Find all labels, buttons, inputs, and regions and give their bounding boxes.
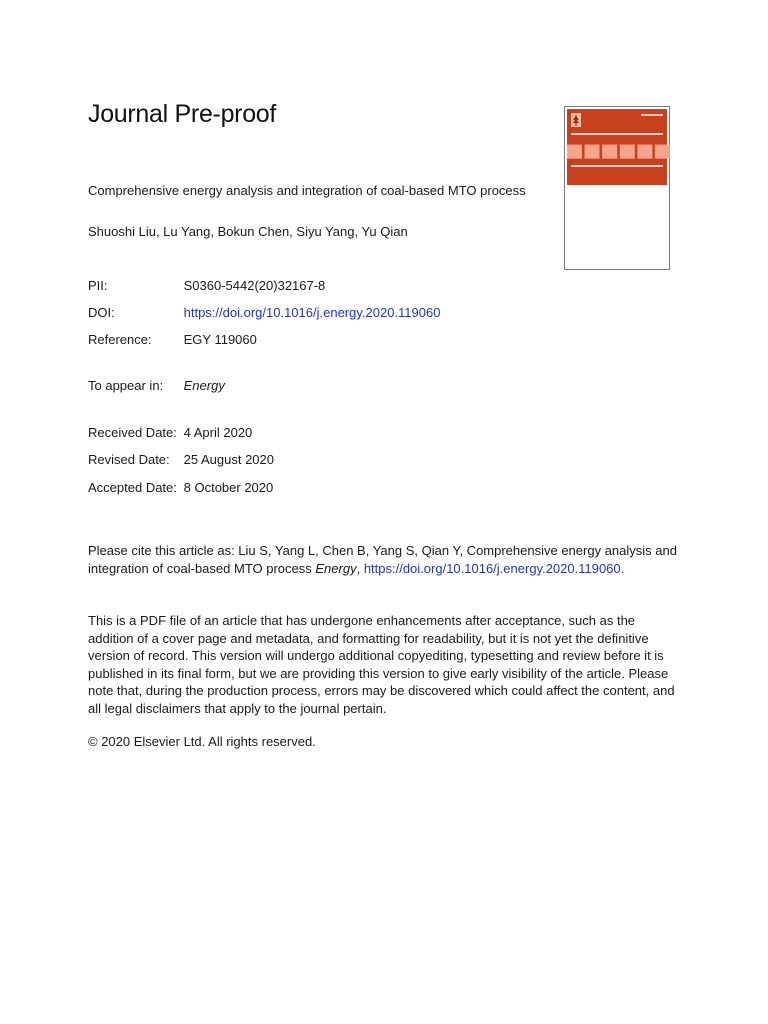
revised-date-label: Revised Date: bbox=[88, 452, 170, 467]
elsevier-tree-icon bbox=[571, 113, 581, 127]
journal-cover-thumbnail bbox=[564, 106, 673, 270]
cover-top-rule bbox=[641, 114, 663, 116]
journal-name: Energy bbox=[183, 378, 225, 393]
revised-date-value: 25 August 2020 bbox=[183, 452, 274, 467]
cover-strip bbox=[571, 133, 663, 135]
pii-label: PII: bbox=[88, 278, 108, 293]
reference-row bbox=[88, 332, 257, 347]
citation-doi-link[interactable]: https://doi.org/10.1016/j.energy.2020.119060 bbox=[363, 561, 621, 576]
accepted-date-label: Accepted Date: bbox=[88, 480, 177, 495]
doi-link[interactable]: https://doi.org/10.1016/j.energy.2020.119060 bbox=[183, 305, 441, 320]
received-date-label: Received Date: bbox=[88, 425, 177, 440]
appear-in-row bbox=[88, 378, 225, 393]
revised-date-row bbox=[88, 452, 274, 467]
citation-journal: Energy bbox=[315, 561, 357, 576]
citation-paragraph bbox=[88, 542, 678, 578]
received-date-value: 4 April 2020 bbox=[183, 425, 253, 440]
copyright-notice: © 2020 Elsevier Ltd. All rights reserved. bbox=[88, 734, 316, 749]
reference-value: EGY 119060 bbox=[183, 332, 257, 347]
citation-link-suffix: . bbox=[620, 561, 625, 576]
citation-text: Please cite this article as: Liu S, Yang L, Chen B, Yang S, Qian Y, Comprehensive energy analysis and integration of coal-based MTO process bbox=[88, 543, 677, 576]
cover-banner bbox=[567, 109, 673, 185]
author-list: Shuoshi Liu, Lu Yang, Bokun Chen, Siyu Yang, Yu Qian bbox=[88, 224, 408, 239]
reference-label: Reference: bbox=[88, 332, 152, 347]
citation-separator: , bbox=[356, 561, 364, 576]
doi-row bbox=[88, 305, 440, 320]
cover-strip bbox=[571, 165, 663, 167]
pii-row bbox=[88, 278, 325, 293]
pii-value: S0360-5442(20)32167-8 bbox=[183, 278, 326, 293]
cover-wordmark: ▅▅▅▅▅▅ bbox=[567, 137, 673, 159]
preproof-notice: This is a PDF file of an article that has undergone enhancements after acceptance, such as the addition of a cover page and metadata, and formatting for readability, but it is not yet the definitive version of record. This version will undergo additional copyediting, typesetting and review before it is published in its final form, but we are providing this version to give early visibility of the article. Please note that, during the production process, errors may be discovered which could affect the content, and all legal disclaimers that apply to the journal pertain. bbox=[88, 613, 675, 716]
accepted-date-value: 8 October 2020 bbox=[183, 480, 274, 495]
article-title: Comprehensive energy analysis and integration of coal-based MTO process bbox=[88, 183, 526, 198]
doi-label: DOI: bbox=[88, 305, 115, 320]
accepted-date-row bbox=[88, 480, 273, 495]
page-title: Journal Pre-proof bbox=[88, 100, 277, 128]
received-date-row bbox=[88, 425, 252, 440]
appear-in-label: To appear in: bbox=[88, 378, 164, 393]
